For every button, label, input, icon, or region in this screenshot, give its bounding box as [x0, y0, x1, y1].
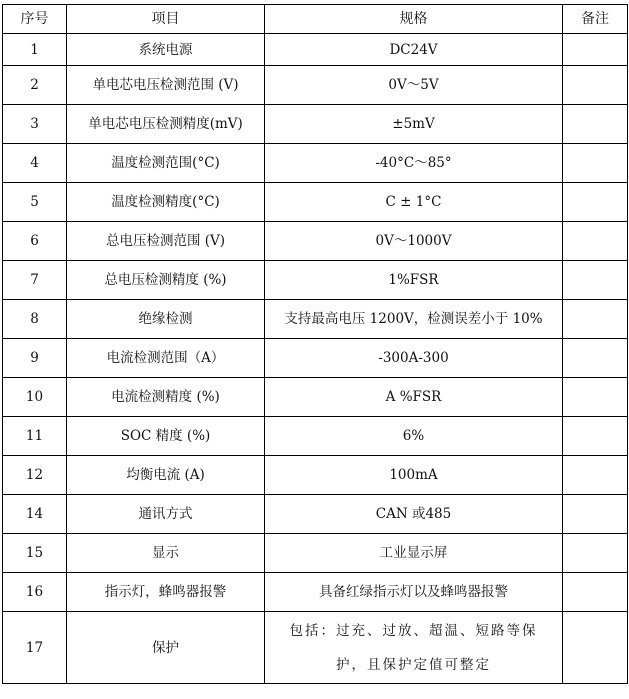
- row-item: 总电压检测精度 (%): [67, 261, 265, 300]
- table-row-last: [3, 612, 628, 684]
- row-item: 均衡电流 (A): [67, 456, 265, 495]
- row-spec: 6%: [265, 417, 563, 456]
- row-item: 绝缘检测: [67, 300, 265, 339]
- table-row: [3, 534, 628, 573]
- row-note: [563, 66, 628, 105]
- row-note: [563, 105, 628, 144]
- row-note: [563, 339, 628, 378]
- table-row: [3, 183, 628, 222]
- row-spec: 100mA: [265, 456, 563, 495]
- row-note: [563, 183, 628, 222]
- table-row: [3, 66, 628, 105]
- row-item: 温度检测范围(°C): [67, 144, 265, 183]
- row-item: 通讯方式: [67, 495, 265, 534]
- row-no: 15: [3, 534, 67, 573]
- table-row: [3, 144, 628, 183]
- table-row: [3, 573, 628, 612]
- row-spec: 1%FSR: [265, 261, 563, 300]
- row-no: 3: [3, 105, 67, 144]
- table-row: [3, 34, 628, 66]
- row-spec: 0V～5V: [265, 66, 563, 105]
- table-row: [3, 300, 628, 339]
- row-no: 10: [3, 378, 67, 417]
- row-no: 2: [3, 66, 67, 105]
- row-spec-line1: 包括：过充、过放、超温、短路等保: [289, 622, 538, 639]
- row-note: [563, 573, 628, 612]
- row-item: 指示灯，蜂鸣器报警: [67, 573, 265, 612]
- row-item: 单电芯电压检测精度(mV): [67, 105, 265, 144]
- table-row: [3, 456, 628, 495]
- table-row: [3, 222, 628, 261]
- header-item: 项目: [67, 5, 265, 34]
- row-item: 保护: [67, 612, 265, 684]
- row-item: 总电压检测范围 (V): [67, 222, 265, 261]
- row-no: 17: [3, 612, 67, 684]
- table-row: [3, 417, 628, 456]
- row-no: 6: [3, 222, 67, 261]
- header-row: [3, 5, 628, 34]
- row-no: 4: [3, 144, 67, 183]
- row-no: 14: [3, 495, 67, 534]
- row-note: [563, 495, 628, 534]
- row-item: 温度检测精度(°C): [67, 183, 265, 222]
- row-spec: [265, 612, 563, 684]
- row-note: [563, 34, 628, 66]
- header-no: 序号: [3, 5, 67, 34]
- header-note: 备注: [563, 5, 628, 34]
- row-spec: C ± 1°C: [265, 183, 563, 222]
- row-spec: ±5mV: [265, 105, 563, 144]
- row-no: 11: [3, 417, 67, 456]
- row-spec: 工业显示屏: [265, 534, 563, 573]
- row-no: 1: [3, 34, 67, 66]
- row-no: 8: [3, 300, 67, 339]
- row-item: 系统电源: [67, 34, 265, 66]
- row-note: [563, 222, 628, 261]
- row-item: SOC 精度 (%): [67, 417, 265, 456]
- header-spec: 规格: [265, 5, 563, 34]
- row-no: 7: [3, 261, 67, 300]
- row-spec-line2: 护，且保护定值可整定: [336, 656, 491, 673]
- row-item: 单电芯电压检测范围 (V): [67, 66, 265, 105]
- row-no: 16: [3, 573, 67, 612]
- row-note: [563, 144, 628, 183]
- row-note: [563, 456, 628, 495]
- row-no: 9: [3, 339, 67, 378]
- row-note: [563, 300, 628, 339]
- row-spec: -300A-300: [265, 339, 563, 378]
- row-note: [563, 612, 628, 684]
- table-row: [3, 495, 628, 534]
- row-no: 5: [3, 183, 67, 222]
- row-note: [563, 417, 628, 456]
- table-row: [3, 105, 628, 144]
- row-note: [563, 534, 628, 573]
- row-spec: 支持最高电压 1200V，检测误差小于 10%: [265, 300, 563, 339]
- row-note: [563, 378, 628, 417]
- table-row: [3, 378, 628, 417]
- row-note: [563, 261, 628, 300]
- spec-table: [2, 4, 628, 684]
- row-spec: A %FSR: [265, 378, 563, 417]
- row-spec: CAN 或485: [265, 495, 563, 534]
- row-spec: 具备红绿指示灯以及蜂鸣器报警: [265, 573, 563, 612]
- row-item: 电流检测范围（A）: [67, 339, 265, 378]
- row-item: 显示: [67, 534, 265, 573]
- table-row: [3, 261, 628, 300]
- row-item: 电流检测精度 (%): [67, 378, 265, 417]
- table-row: [3, 339, 628, 378]
- row-spec: 0V～1000V: [265, 222, 563, 261]
- row-no: 12: [3, 456, 67, 495]
- row-spec: DC24V: [265, 34, 563, 66]
- row-spec: -40°C～85°: [265, 144, 563, 183]
